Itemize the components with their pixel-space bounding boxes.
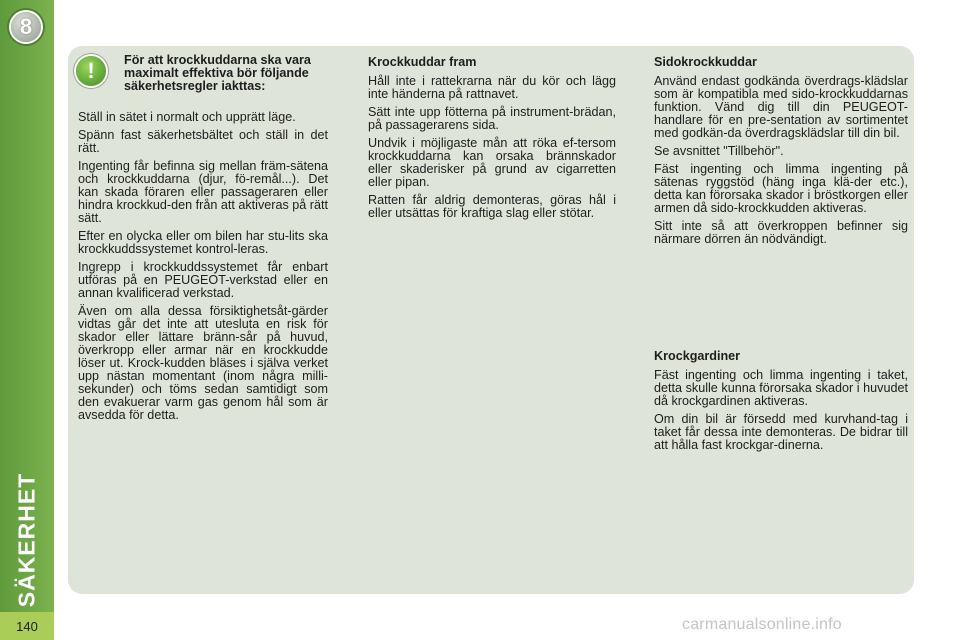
paragraph: Fäst ingenting och limma ingenting i taket, detta skulle kunna förorsaka skador i huvudet då krockgardinen aktiveras. — [654, 368, 908, 408]
section-title: SÄKERHET — [13, 472, 40, 608]
warning-column — [78, 111, 328, 427]
paragraph: Se avsnittet "Tillbehör". — [654, 144, 784, 158]
paragraph: Spänn fast säkerhetsbältet och ställ in det rätt. — [78, 128, 328, 155]
paragraph: Sitt inte så att överkroppen befinner sig närmare dörren än nödvändigt. — [654, 219, 908, 246]
front-airbags-column — [368, 56, 616, 225]
paragraph: Ingenting får befinna sig mellan främ-sätena och krockkuddarna (djur, fö-remål...). Det kan skada föraren eller passageraren eller hindra krockkud-den från att aktiveras på rätt sätt. — [78, 159, 328, 225]
paragraph: Undvik i möjligaste mån att röka ef-tersom krockkuddarna kan orsaka brännskador eller skaderisker på grund av cigarretten eller pipan. — [368, 136, 616, 189]
section-heading: Krockgardiner — [654, 349, 741, 363]
paragraph: Efter en olycka eller om bilen har stu-lits ska krockkuddssystemet kontrol-leras. — [78, 229, 328, 256]
paragraph: Ratten får aldrig demonteras, göras hål i eller utsättas för kraftiga slag eller stötar. — [368, 193, 616, 220]
paragraph: Även om alla dessa försiktighetsåt-gärder vidtas går det inte att utesluta en risk för skador eller lättare bränn-sår på huvud, överkropp eller armar när en krockkudde löser ut. Krock-kudden bläses i själva verket upp nästan momentant (inom några milli-sekunder) och töms sedan samtidigt som den evakuerar varm gas genom hål som är avsedda för detta. — [78, 304, 328, 422]
paragraph: Fäst ingenting och limma ingenting på sätenas ryggstöd (häng inga klä-der etc.), detta kan förorsaka skador i bröstkorgen eller armen då sido-krockkudden aktiveras. — [654, 162, 908, 215]
section-heading: Krockkuddar fram — [368, 55, 477, 69]
chapter-sidebar — [0, 0, 54, 612]
section-heading: Sidokrockkuddar — [654, 55, 757, 69]
paragraph: Håll inte i rattekrarna när du kör och lägg inte händerna på rattnavet. — [368, 74, 616, 101]
paragraph: Sätt inte upp fötterna på instrument-brädan, på passagerarens sida. — [368, 105, 616, 132]
page-number: 140 — [0, 612, 54, 640]
watermark-text: carmanualsonline.info — [682, 616, 842, 633]
chapter-number-badge: 8 — [11, 12, 41, 42]
paragraph: Använd endast godkända överdrags-klädslar som är kompatibla med sido-krockkuddarnas funktion. Vänd dig till din PEUGEOT-handlare för en pre-sentation av sortimentet med godkän-da överdragsklädslar till din bil. — [654, 74, 908, 140]
paragraph: Om din bil är försedd med kurvhand-tag i taket får dessa inte demonteras. De bidrar till att hålla fast krockgar-dinerna. — [654, 412, 908, 452]
warning-title: För att krockkuddarna ska vara maximalt effektiva bör följande säkerhetsregler iakttas: — [124, 53, 311, 93]
side-airbags-column — [654, 56, 908, 251]
paragraph: Ingrepp i krockkuddssystemet får enbart utföras på en PEUGEOT-verkstad eller en annan kvalificerad verkstad. — [78, 260, 328, 300]
paragraph: Ställ in sätet i normalt och upprätt läge. — [78, 110, 296, 124]
curtain-airbags-column — [654, 350, 908, 457]
exclamation-icon: ! — [76, 56, 106, 86]
